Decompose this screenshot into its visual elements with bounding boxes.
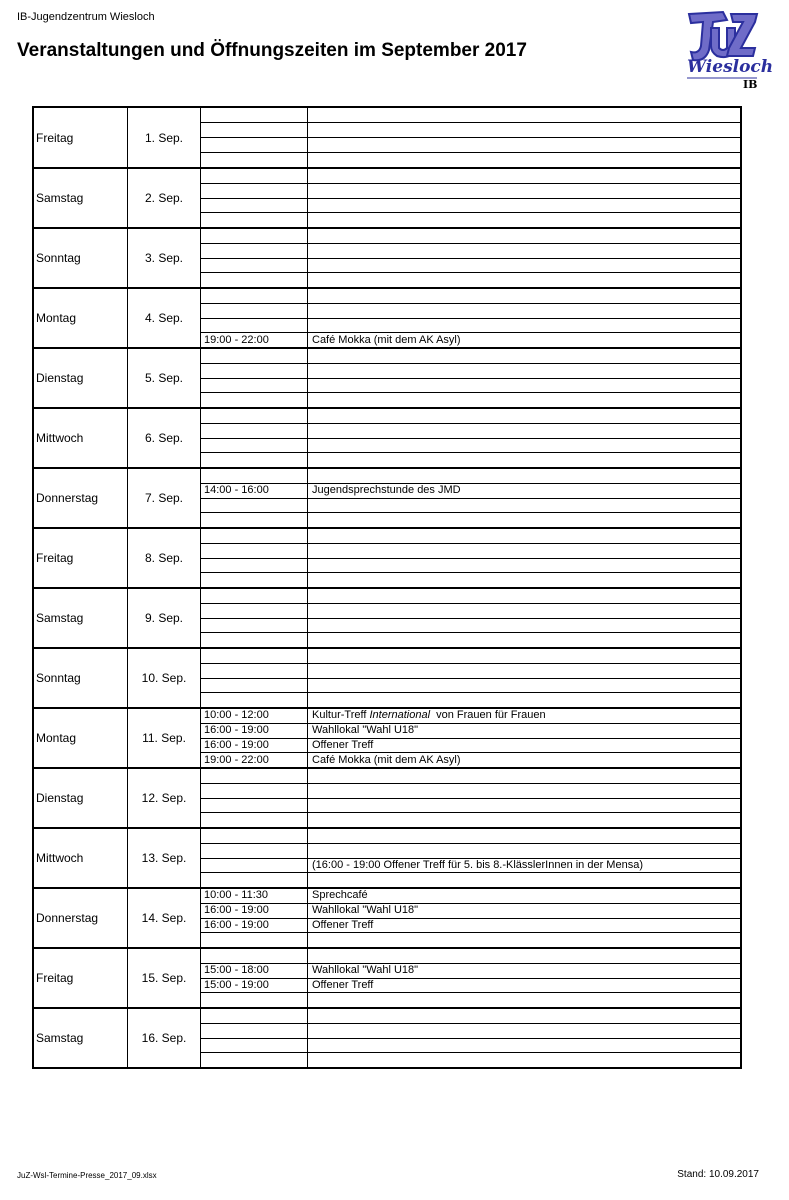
slot-row [201, 889, 740, 903]
event-cell [308, 649, 740, 663]
time-cell [201, 439, 308, 453]
slot-row [201, 122, 740, 137]
slot-row [201, 843, 740, 858]
slot-row [201, 603, 740, 618]
date-cell: 12. Sep. [128, 769, 201, 827]
event-cell [308, 709, 740, 723]
time-cell [201, 829, 308, 843]
day-row [34, 767, 740, 827]
event-cell: (16:00 - 19:00 Offener Treff für 5. bis 8.-KlässlerInnen in der Mensa) [312, 858, 643, 871]
slot-row [201, 798, 740, 813]
event-cell: Wahllokal "Wahl U18" [312, 964, 419, 977]
slot-list [201, 709, 740, 767]
time-cell [201, 153, 308, 167]
time-cell [201, 424, 308, 438]
time-cell [201, 1024, 308, 1038]
event-cell [308, 184, 740, 198]
slot-row [201, 723, 740, 738]
time-cell [201, 319, 308, 333]
date-cell: 9. Sep. [128, 589, 201, 647]
time-cell [201, 859, 308, 873]
time-cell [201, 409, 308, 423]
time-cell [201, 559, 308, 573]
day-row [34, 587, 740, 647]
event-cell [308, 633, 740, 647]
slot-row [201, 498, 740, 513]
time-cell: 15:00 - 18:00 [201, 964, 308, 978]
event-cell [308, 813, 740, 827]
slot-row [201, 409, 740, 423]
time-cell [201, 349, 308, 363]
event-cell [308, 424, 740, 438]
slot-row [201, 932, 740, 947]
slot-row [201, 303, 740, 318]
logo-wordmark: Wiesloch [687, 57, 774, 77]
event-cell [308, 769, 740, 783]
time-cell [201, 213, 308, 227]
date-cell: 4. Sep. [128, 289, 201, 347]
event-cell [308, 829, 740, 843]
time-cell [201, 138, 308, 152]
slot-row [201, 212, 740, 227]
weekday-cell: Mittwoch [34, 829, 128, 887]
time-cell: 14:00 - 16:00 [201, 484, 308, 498]
time-cell [201, 589, 308, 603]
date-cell: 5. Sep. [128, 349, 201, 407]
time-cell: 10:00 - 11:30 [201, 889, 308, 903]
time-cell [201, 664, 308, 678]
event-cell [308, 499, 740, 513]
weekday-cell: Freitag [34, 529, 128, 587]
event-cell [308, 108, 740, 122]
time-cell [201, 633, 308, 647]
event-cell [308, 199, 740, 213]
event-cell [308, 1024, 740, 1038]
slot-row [201, 529, 740, 543]
slot-row [201, 1052, 740, 1067]
time-cell: 10:00 - 12:00 [201, 709, 308, 723]
event-cell [308, 393, 740, 407]
time-cell [201, 273, 308, 287]
time-cell [201, 844, 308, 858]
time-cell [201, 304, 308, 318]
slot-row [201, 198, 740, 213]
date-cell: 16. Sep. [128, 1009, 201, 1067]
organization-name: IB-Jugendzentrum Wiesloch [17, 11, 155, 23]
event-cell [308, 169, 740, 183]
event-cell [308, 784, 740, 798]
slot-list [201, 949, 740, 1007]
slot-row [201, 469, 740, 483]
slot-list [201, 169, 740, 227]
time-cell [201, 679, 308, 693]
time-cell [201, 184, 308, 198]
event-cell [308, 573, 740, 587]
event-cell: Wahllokal "Wahl U18" [312, 904, 419, 917]
slot-row [201, 963, 740, 978]
date-cell: 7. Sep. [128, 469, 201, 527]
slot-row [201, 1023, 740, 1038]
event-cell [308, 1039, 740, 1053]
slot-list [201, 229, 740, 287]
event-cell [308, 1053, 740, 1067]
event-cell [308, 589, 740, 603]
slot-list [201, 769, 740, 827]
time-cell [201, 169, 308, 183]
slot-row [201, 229, 740, 243]
time-cell [201, 123, 308, 137]
date-cell: 13. Sep. [128, 829, 201, 887]
slot-row [201, 903, 740, 918]
slot-list [201, 829, 740, 887]
event-cell [308, 559, 740, 573]
weekday-cell: Samstag [34, 169, 128, 227]
time-cell [201, 199, 308, 213]
event-cell [308, 349, 740, 363]
slot-row [201, 272, 740, 287]
slot-row [201, 649, 740, 663]
slot-row [201, 572, 740, 587]
slot-row [201, 483, 740, 498]
event-cell [308, 619, 740, 633]
date-cell: 1. Sep. [128, 108, 201, 167]
slot-row [201, 589, 740, 603]
time-cell [201, 289, 308, 303]
slot-row [201, 738, 740, 753]
time-cell [201, 379, 308, 393]
day-row [34, 1007, 740, 1067]
slot-row [201, 183, 740, 198]
slot-list [201, 649, 740, 707]
time-cell [201, 799, 308, 813]
time-cell: 19:00 - 22:00 [201, 753, 308, 767]
weekday-cell: Samstag [34, 1009, 128, 1067]
time-cell [201, 453, 308, 467]
slot-row [201, 108, 740, 122]
time-cell: 16:00 - 19:00 [201, 724, 308, 738]
slot-row [201, 438, 740, 453]
slot-list [201, 349, 740, 407]
slot-row [201, 169, 740, 183]
slot-list [201, 108, 740, 167]
event-cell [308, 993, 740, 1007]
time-cell [201, 499, 308, 513]
weekday-cell: Montag [34, 709, 128, 767]
date-cell: 3. Sep. [128, 229, 201, 287]
date-cell: 14. Sep. [128, 889, 201, 947]
time-cell [201, 949, 308, 963]
weekday-cell: Samstag [34, 589, 128, 647]
slot-row [201, 783, 740, 798]
event-cell: Offener Treff [312, 918, 374, 931]
schedule-table [32, 106, 742, 1069]
event-cell [308, 289, 740, 303]
date-cell: 11. Sep. [128, 709, 201, 767]
day-row [34, 467, 740, 527]
juz-wiesloch-logo [683, 10, 774, 91]
weekday-cell: Freitag [34, 949, 128, 1007]
event-cell [308, 319, 740, 333]
event-cell [308, 229, 740, 243]
slot-row [201, 709, 740, 723]
event-cell: Jugendsprechstunde des JMD [312, 484, 461, 497]
day-row [34, 227, 740, 287]
date-cell: 15. Sep. [128, 949, 201, 1007]
event-cell [308, 123, 740, 137]
event-cell: Café Mokka (mit dem AK Asyl) [312, 753, 461, 766]
slot-row [201, 349, 740, 363]
time-cell [201, 364, 308, 378]
slot-row [201, 423, 740, 438]
slot-row [201, 812, 740, 827]
date-cell: 6. Sep. [128, 409, 201, 467]
slot-list [201, 529, 740, 587]
slot-row [201, 332, 740, 347]
event-cell [308, 529, 740, 543]
slot-row [201, 289, 740, 303]
event-cell [308, 604, 740, 618]
event-cell [308, 693, 740, 707]
slot-row [201, 752, 740, 767]
slot-list [201, 889, 740, 947]
slot-row [201, 392, 740, 407]
slot-row [201, 692, 740, 707]
slot-row [201, 618, 740, 633]
event-cell [308, 544, 740, 558]
slot-row [201, 243, 740, 258]
slot-row [201, 829, 740, 843]
time-cell [201, 469, 308, 483]
time-cell: 16:00 - 19:00 [201, 739, 308, 753]
time-cell [201, 813, 308, 827]
slot-row [201, 378, 740, 393]
event-cell: Sprechcafé [312, 889, 368, 902]
slot-row [201, 663, 740, 678]
logo-ib-mark: IB [743, 78, 758, 91]
time-cell [201, 693, 308, 707]
day-row [34, 108, 740, 167]
day-row [34, 287, 740, 347]
slot-row [201, 318, 740, 333]
slot-row [201, 918, 740, 933]
day-row [34, 527, 740, 587]
day-row [34, 707, 740, 767]
slot-list [201, 409, 740, 467]
event-cell [308, 679, 740, 693]
event-cell [308, 379, 740, 393]
date-cell: 10. Sep. [128, 649, 201, 707]
event-cell [308, 513, 740, 527]
slot-row [201, 363, 740, 378]
time-cell: 19:00 - 22:00 [201, 333, 308, 347]
time-cell [201, 873, 308, 887]
event-cell [308, 873, 740, 887]
event-cell: Café Mokka (mit dem AK Asyl) [312, 333, 461, 346]
time-cell [201, 544, 308, 558]
time-cell [201, 1053, 308, 1067]
slot-row [201, 452, 740, 467]
event-cell [308, 453, 740, 467]
event-cell [308, 469, 740, 483]
time-cell [201, 619, 308, 633]
time-cell [201, 933, 308, 947]
slot-row [201, 543, 740, 558]
event-cell [308, 259, 740, 273]
event-cell [308, 304, 740, 318]
time-cell: 16:00 - 19:00 [201, 919, 308, 933]
page-title: Veranstaltungen und Öffnungszeiten im September 2017 [17, 40, 527, 61]
event-cell [308, 364, 740, 378]
weekday-cell: Montag [34, 289, 128, 347]
slot-row [201, 1038, 740, 1053]
weekday-cell: Donnerstag [34, 889, 128, 947]
slot-row [201, 1009, 740, 1023]
event-cell [308, 153, 740, 167]
slot-row [201, 872, 740, 887]
time-cell [201, 529, 308, 543]
event-cell [308, 213, 740, 227]
time-cell [201, 259, 308, 273]
event-text: Kultur-Treff [312, 709, 370, 722]
slot-row [201, 137, 740, 152]
event-cell: Offener Treff [312, 738, 374, 751]
slot-row [201, 258, 740, 273]
event-cell: Offener Treff [312, 978, 374, 991]
time-cell [201, 244, 308, 258]
slot-row [201, 558, 740, 573]
weekday-cell: Mittwoch [34, 409, 128, 467]
time-cell [201, 229, 308, 243]
time-cell [201, 393, 308, 407]
slot-list [201, 289, 740, 347]
slot-list [201, 1009, 740, 1067]
slot-row [201, 512, 740, 527]
event-cell [308, 933, 740, 947]
time-cell [201, 993, 308, 1007]
event-cell [308, 138, 740, 152]
event-cell [308, 844, 740, 858]
weekday-cell: Dienstag [34, 769, 128, 827]
event-cell [308, 949, 740, 963]
date-cell: 8. Sep. [128, 529, 201, 587]
slot-row [201, 949, 740, 963]
weekday-cell: Freitag [34, 108, 128, 167]
event-cell [308, 244, 740, 258]
day-row [34, 407, 740, 467]
event-cell [308, 664, 740, 678]
event-cell [308, 409, 740, 423]
time-cell [201, 573, 308, 587]
slot-row [201, 769, 740, 783]
time-cell [201, 649, 308, 663]
time-cell [201, 784, 308, 798]
source-filename: JuZ-Wsl-Termine-Presse_2017_09.xlsx [17, 1171, 157, 1180]
weekday-cell: Donnerstag [34, 469, 128, 527]
day-row [34, 827, 740, 887]
time-cell [201, 769, 308, 783]
time-cell: 16:00 - 19:00 [201, 904, 308, 918]
time-cell [201, 604, 308, 618]
weekday-cell: Dienstag [34, 349, 128, 407]
slot-row [201, 858, 740, 873]
event-cell [308, 799, 740, 813]
day-row [34, 647, 740, 707]
slot-list [201, 469, 740, 527]
day-row [34, 167, 740, 227]
weekday-cell: Sonntag [34, 229, 128, 287]
day-row [34, 347, 740, 407]
time-cell [201, 1039, 308, 1053]
slot-list [201, 589, 740, 647]
day-row [34, 947, 740, 1007]
event-cell: Wahllokal "Wahl U18" [312, 724, 419, 737]
event-cell [308, 273, 740, 287]
weekday-cell: Sonntag [34, 649, 128, 707]
time-cell: 15:00 - 19:00 [201, 979, 308, 993]
event-cell [308, 1009, 740, 1023]
time-cell [201, 513, 308, 527]
slot-row [201, 978, 740, 993]
event-text-italic: International [369, 709, 431, 722]
stand-date: Stand: 10.09.2017 [677, 1169, 759, 1180]
event-text: von Frauen für Frauen [430, 709, 546, 722]
time-cell [201, 1009, 308, 1023]
slot-row [201, 992, 740, 1007]
event-cell [308, 439, 740, 453]
time-cell [201, 108, 308, 122]
date-cell: 2. Sep. [128, 169, 201, 227]
slot-row [201, 678, 740, 693]
slot-row [201, 152, 740, 167]
day-row [34, 887, 740, 947]
slot-row [201, 632, 740, 647]
